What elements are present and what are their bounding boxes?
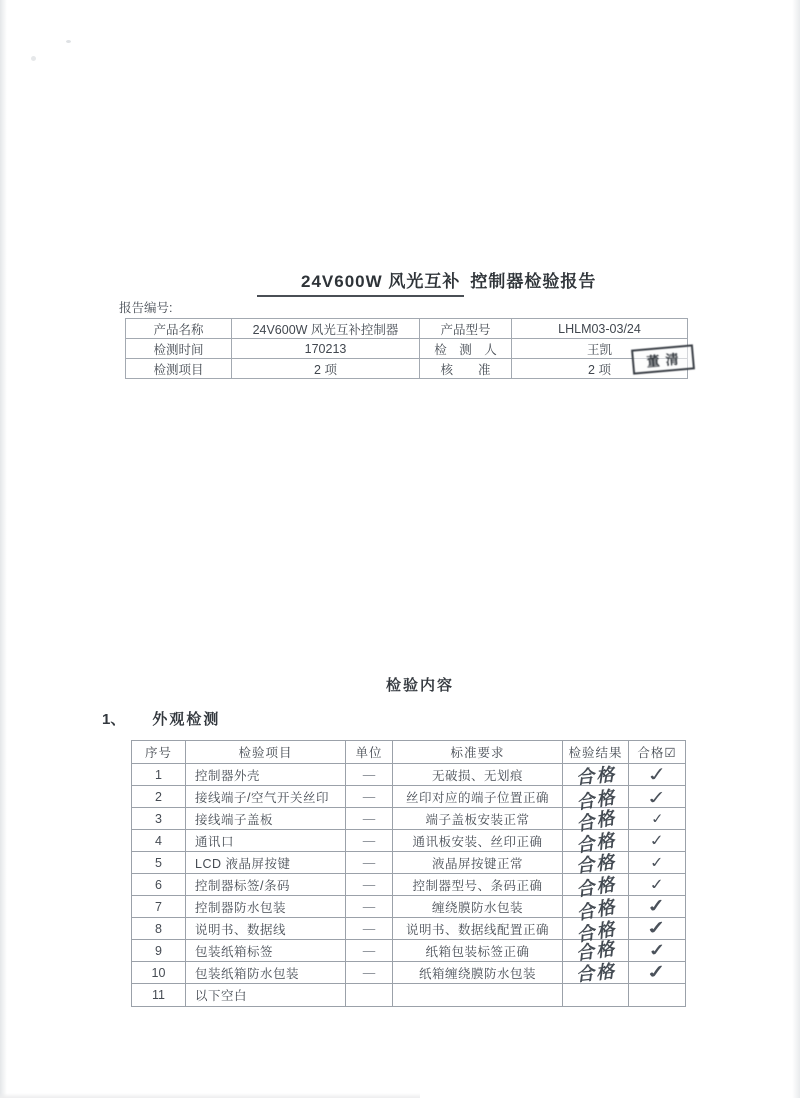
checkmark: ✓ [646, 896, 668, 917]
handwritten-result: 合格 [574, 895, 618, 924]
row-pass [629, 918, 686, 940]
row-item: 控制器防水包装 [186, 896, 346, 918]
row-pass [629, 874, 686, 896]
row-item: 包装纸箱防水包装 [186, 962, 346, 984]
test-items-label: 检测项目 [126, 359, 232, 379]
row-pass [629, 896, 686, 918]
row-requirement: 无破损、无划痕 [393, 764, 563, 786]
row-result [563, 786, 629, 813]
table-row [132, 984, 686, 1007]
subsection-number: 1、 [102, 711, 126, 728]
row-item: 接线端子/空气开关丝印 [186, 786, 346, 808]
row-requirement: 缠绕膜防水包装 [393, 896, 563, 918]
checkmark: ✓ [648, 831, 666, 849]
inspector-value: 王凯 [512, 339, 688, 359]
row-pass [629, 764, 686, 786]
inspection-header-row [132, 741, 686, 764]
scan-edge-bottom [0, 1093, 420, 1098]
checkmark: ✓ [647, 940, 667, 961]
row-unit: — [346, 896, 393, 918]
row-result [563, 962, 629, 984]
test-items-value: 2 项 [232, 359, 420, 379]
subsection-title: 外观检测 [152, 711, 221, 728]
report-title-suffix: 控制器检验报告 [470, 272, 597, 291]
row-result [563, 806, 629, 835]
subsection-heading [102, 708, 220, 729]
table-row [132, 764, 686, 786]
col-header-pass: 合格☑ [629, 741, 686, 764]
row-pass [629, 830, 686, 852]
checkmark: ✓ [645, 961, 669, 983]
row-requirement: 控制器型号、条码正确 [393, 874, 563, 896]
row-requirement: 丝印对应的端子位置正确 [393, 786, 563, 808]
row-unit: — [346, 764, 393, 786]
row-unit: — [346, 808, 393, 830]
table-row [132, 830, 686, 852]
row-pass [629, 852, 686, 874]
row-requirement: 纸箱包装标签正确 [393, 940, 563, 962]
test-time-label: 检测时间 [126, 339, 232, 359]
row-pass [629, 786, 686, 808]
product-model-value: LHLM03-03/24 [512, 319, 688, 339]
row-item: 接线端子盖板 [186, 808, 346, 830]
checkmark: ✓ [649, 809, 665, 827]
row-item: 说明书、数据线 [186, 918, 346, 940]
table-row [132, 962, 686, 984]
table-row [132, 808, 686, 830]
row-unit: — [346, 830, 393, 852]
table-row [132, 786, 686, 808]
row-item: LCD 液晶屏按键 [186, 852, 346, 874]
checkmark: ✓ [644, 762, 670, 787]
scan-edge-left [0, 0, 7, 1098]
row-item: 包装纸箱标签 [186, 940, 346, 962]
row-no: 3 [132, 808, 186, 830]
row-requirement: 通讯板安装、丝印正确 [393, 830, 563, 852]
row-result [563, 764, 629, 786]
col-header-unit: 单位 [346, 741, 393, 764]
table-row [132, 852, 686, 874]
row-unit: — [346, 940, 393, 962]
row-result [563, 984, 629, 1007]
row-pass [629, 984, 686, 1007]
row-unit: — [346, 874, 393, 896]
row-result [563, 937, 629, 964]
section-heading: 检验内容 [385, 677, 455, 694]
table-row [132, 940, 686, 962]
row-no: 1 [132, 764, 186, 786]
row-no: 2 [132, 786, 186, 808]
row-no: 4 [132, 830, 186, 852]
test-time-value: 170213 [232, 339, 420, 359]
table-row [132, 896, 686, 918]
row-pass [629, 808, 686, 830]
row-requirement [393, 984, 563, 1007]
row-no: 6 [132, 874, 186, 896]
checkmark: ✓ [645, 787, 670, 809]
row-result [563, 895, 629, 924]
product-name-label: 产品名称 [126, 319, 232, 339]
handwritten-result: 合格 [574, 873, 618, 900]
row-requirement: 说明书、数据线配置正确 [393, 918, 563, 940]
report-title-model: 24V600W 风光互补 [257, 267, 464, 297]
row-no: 9 [132, 940, 186, 962]
col-header-req: 标准要求 [393, 741, 563, 764]
report-title [257, 267, 596, 297]
handwritten-result: 合格 [574, 960, 617, 985]
row-requirement: 端子盖板安装正常 [393, 808, 563, 830]
row-result [563, 852, 629, 874]
handwritten-result: 合格 [574, 786, 618, 813]
row-pass [629, 940, 686, 962]
col-header-no: 序号 [132, 741, 186, 764]
info-row [126, 319, 688, 339]
info-row [126, 359, 688, 379]
checkmark: ✓ [649, 853, 665, 871]
product-name-value: 24V600W 风光互补控制器 [232, 319, 420, 339]
row-no: 8 [132, 918, 186, 940]
row-unit: — [346, 786, 393, 808]
handwritten-result: 合格 [574, 937, 617, 964]
row-item: 以下空白 [186, 984, 346, 1007]
inspection-table [131, 740, 686, 1007]
product-info-table [125, 318, 688, 379]
row-no: 10 [132, 962, 186, 984]
approver-label: 核 准 [420, 359, 512, 379]
info-row [126, 339, 688, 359]
row-item: 通讯口 [186, 830, 346, 852]
row-no: 11 [132, 984, 186, 1007]
approval-stamp-text: 董清 [645, 351, 686, 370]
row-unit: — [346, 852, 393, 874]
scan-speck [66, 40, 71, 43]
scan-edge-right [792, 0, 800, 1098]
handwritten-result: 合格 [574, 829, 618, 856]
row-no: 7 [132, 896, 186, 918]
inspector-label: 检 测 人 [420, 339, 512, 359]
handwritten-result: 合格 [574, 918, 618, 945]
checkmark: ✓ [648, 875, 666, 893]
col-header-item: 检验项目 [186, 741, 346, 764]
row-unit [346, 984, 393, 1007]
row-unit: — [346, 918, 393, 940]
row-unit: — [346, 962, 393, 984]
row-requirement: 液晶屏按键正常 [393, 852, 563, 874]
checkmark: ✓ [645, 918, 669, 938]
row-requirement: 纸箱缠绕膜防水包装 [393, 962, 563, 984]
handwritten-result: 合格 [574, 763, 617, 788]
row-result [563, 829, 629, 856]
product-model-label: 产品型号 [420, 319, 512, 339]
table-row [132, 874, 686, 896]
col-header-result: 检验结果 [563, 741, 629, 764]
row-result [563, 918, 629, 945]
row-pass [629, 962, 686, 984]
table-row [132, 918, 686, 940]
approver-value: 2 项 [512, 359, 688, 379]
row-item: 控制器标签/条码 [186, 874, 346, 896]
row-item: 控制器外壳 [186, 764, 346, 786]
row-no: 5 [132, 852, 186, 874]
scan-speck [31, 56, 36, 61]
row-result [563, 873, 629, 900]
handwritten-result: 合格 [574, 851, 617, 876]
report-number-label: 报告编号: [119, 301, 173, 315]
handwritten-result: 合格 [574, 806, 618, 835]
